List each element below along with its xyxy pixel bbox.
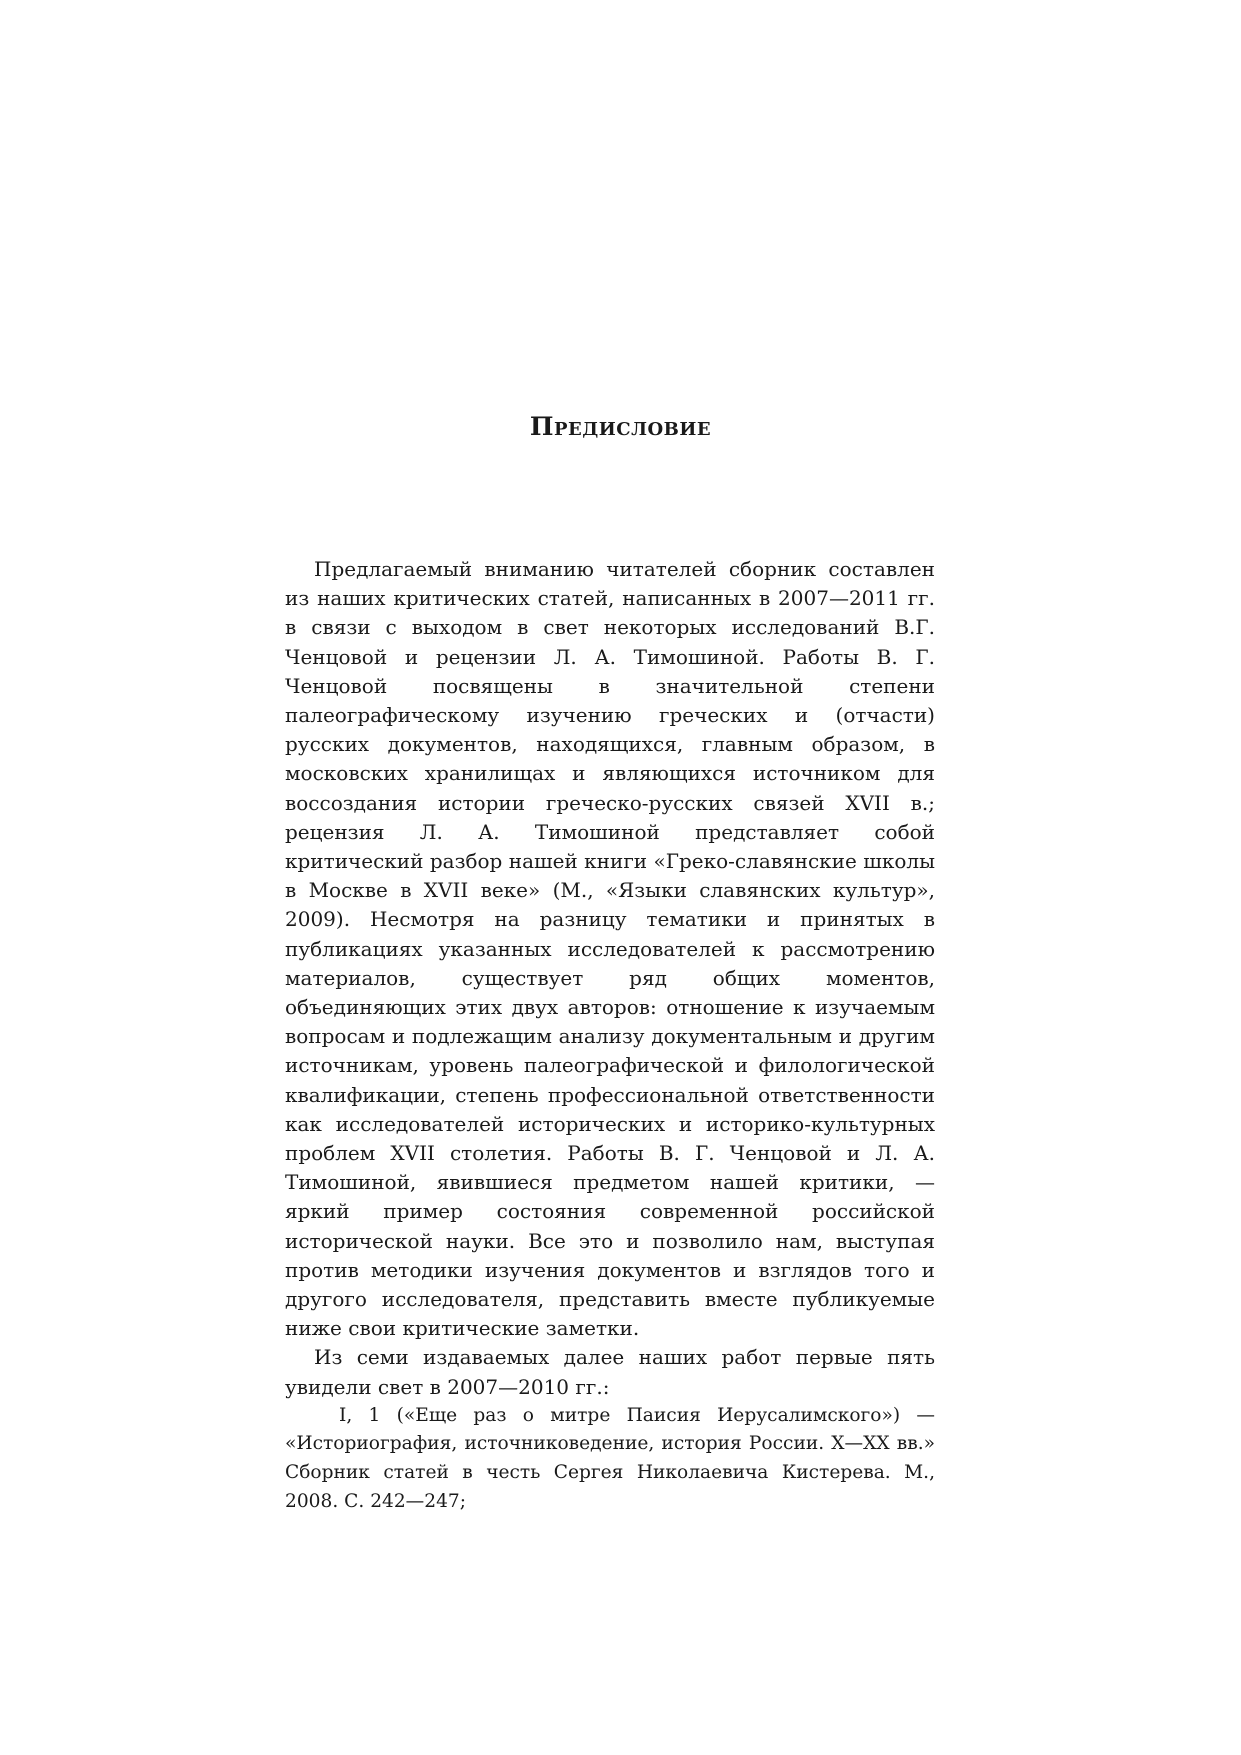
paragraph-intro: Предлагаемый вниманию читателей сборник составлен из наших критических статей, написанных в 2007—2011 гг. в связи с выходом в свет некоторых исследований В.Г. Ченцовой и рецензии Л. А. Тимошиной. Работы В. Г. Ченцовой посвящены в значительной степени палеографическому изучению греческих и (отчасти) русских документов, находящихся, главным образом, в московских хранилищах и являющихся источником для воссоздания истории греческо-русских связей XVII в.; рецензия Л. А. Тимошиной представляет собой критический разбор нашей книги «Греко-славянские школы в Москве в XVII веке» (М., «Языки славянских культур», 2009). Несмотря на разницу тематики и принятых в публикациях указанных исследователей к рассмотрению материалов, существует ряд общих моментов, объединяющих этих двух авторов: отношение к изучаемым вопросам и подлежащим анализу документальным и другим источникам, уровень палеографической и филологической квалификации, степень профессиональной ответственности как исследователей исторических и историко-культурных проблем XVII столетия. Работы В. Г. Ченцовой и Л. А. Тимошиной, явившиеся предметом нашей критики, — яркий пример состояния современной российской исторической науки. Все это и позволило нам, выступая против методики изучения документов и взглядов того и другого исследователя, представить вместе публикуемые ниже свои критические заметки.: [285, 557, 935, 1341]
body-text: [285, 555, 935, 1516]
citation-item: I, 1 («Еще раз о митре Паисия Иерусалимского») — «Историография, источниковедение, история России. X—XX вв.» Сборник статей в честь Сергея Николаевича Кистерева. М., 2008. С. 242—247;: [285, 1404, 935, 1512]
paragraph-publications: Из семи издаваемых далее наших работ первые пять увидели свет в 2007—2010 гг.:: [285, 1345, 935, 1399]
page-title: Предисловие: [529, 412, 712, 441]
